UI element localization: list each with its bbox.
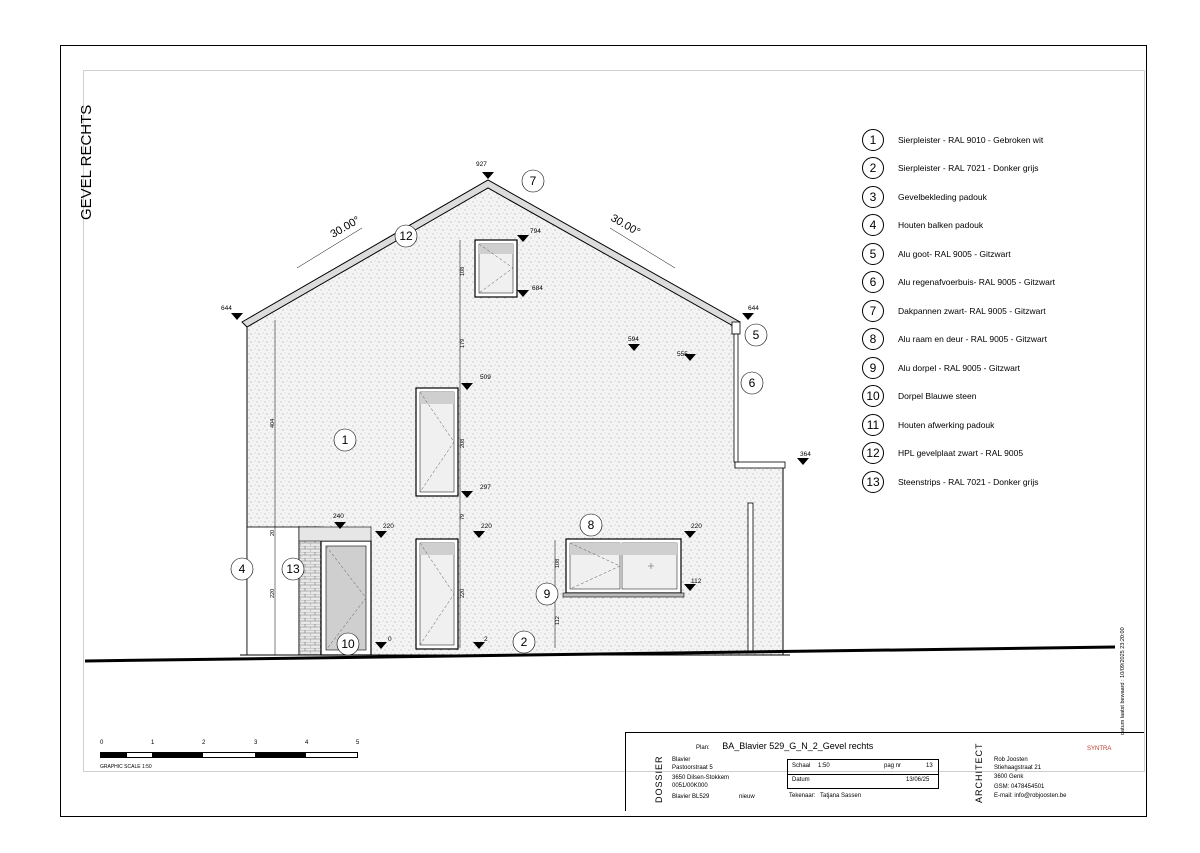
level-220-b: 220 — [481, 523, 492, 530]
level-eave-left: 644 — [221, 305, 232, 312]
door-lintel — [299, 527, 371, 541]
level-annex: 364 — [800, 451, 811, 458]
level-0: 0 — [388, 636, 392, 643]
dim-20: 20 — [270, 529, 276, 536]
callout-6: 6 — [748, 376, 756, 390]
level-220-c: 220 — [691, 523, 702, 530]
callout-8: 8 — [587, 518, 595, 532]
callout-7: 7 — [529, 174, 537, 188]
angle-left: 30.00° — [328, 214, 363, 241]
level-555: 555 — [677, 351, 688, 358]
legend-item: 10 Dorpel Blauwe steen — [862, 384, 976, 408]
callout-9: 9 — [543, 587, 551, 601]
dim-79: 79 — [460, 513, 466, 520]
scale-date-box: Schaal 1:50 pag nr 13 Datum 13/06/25 — [787, 759, 939, 789]
callout-5: 5 — [752, 328, 760, 342]
level-220-a: 220 — [383, 523, 394, 530]
scale-caption: GRAPHIC SCALE 1:50 — [100, 764, 152, 770]
callout-1: 1 — [341, 433, 349, 447]
level-112: 112 — [691, 578, 702, 585]
legend-item: 2 Sierpleister - RAL 7021 - Donker grijs — [862, 156, 1038, 180]
callout-2: 2 — [520, 635, 528, 649]
dim-108-right: 108 — [555, 558, 561, 568]
legend-item: 3 Gevelbekleding padouk — [862, 185, 987, 209]
drawing-sheet: GEVEL RECHTS 30.00° 30.00° 927 644 644 794 684 509 297 594 555 364 240 220 220 220 112 0 2 108 179 404 208 79 20 220 220 108 112 12 7 5 6 1 8 4 13 9 10 2 1 Sierpleister - RAL 9010 - Gebroken wit 2 Sierpleister - RAL 7021 - Donker grijs 3 Gevelbekleding padouk 4 Houten balken padouk 5 Alu goot- RAL 9005 - Gitzwart 6 Alu regenafvoerbuis- RAL 9005 - Gitzwart 7 Dakpannen zwart- RAL 9005 - Gitzwart 8 Alu raam en deur - RAL 9005 - Gitzwart 9 Alu dorpel - RAL 9005 - Gitzwart 10 Dorpel Blauwe steen 11 Houten afwerking padouk 12 HPL gevelplaat zwart - RAL 9005 13 Steenstrips - RAL 7021 - Donker grijs 0 1 2 3 4 5 GRAPHIC SCALE 1:50 Plan: BA_Blavier 529_G_N_2_Gevel rechts DOSSIER Blavier Pastoorstraat 5 3650 Dilsen-Stokkem 0051/00K000 Blavier BL529 nieuw Schaal 1:50 pag nr 13 Datum 13/06/25 Tekenaar: Tatjana Sassen ARCHITECT Rob Joosten Stiehaagstraat 21 3600 Genk GSM: 0478454501 E-mail: info@robjoosten.be SYNTRA datum laatst bewaard : 10/09/2025 23:20:00 — [0, 0, 1200, 853]
level-ridge: 927 — [476, 161, 487, 168]
dim-220-win: 220 — [460, 588, 466, 598]
callout-12: 12 — [399, 229, 413, 243]
level-attic-bottom: 684 — [532, 285, 543, 292]
title-block: Plan: BA_Blavier 529_G_N_2_Gevel rechts DOSSIER Blavier Pastoorstraat 5 3650 Dilsen-Stokkem 0051/00K000 Blavier BL529 nieuw Schaal 1:50 pag nr 13 Datum 13/06/25 Tekenaar: Tatjana Sassen ARCHITECT Rob Joosten Stiehaagstraat 21 3600 Genk GSM: 0478454501 E-mail: info@robjoosten.be — [625, 732, 1144, 811]
gutter — [732, 322, 740, 334]
legend-item: 9 Alu dorpel - RAL 9005 - Gitzwart — [862, 356, 1020, 380]
legend-item: 7 Dakpannen zwart- RAL 9005 - Gitzwart — [862, 299, 1046, 323]
legend-item: 8 Alu raam en deur - RAL 9005 - Gitzwart — [862, 327, 1047, 351]
legend-item: 11 Houten afwerking padouk — [862, 413, 994, 437]
dim-220-door: 220 — [270, 588, 276, 598]
level-594: 594 — [628, 336, 639, 343]
dossier-label: DOSSIER — [654, 755, 664, 803]
dim-404: 404 — [270, 418, 276, 428]
scale-bar — [100, 752, 358, 758]
level-mid-top: 509 — [480, 374, 491, 381]
level-2: 2 — [484, 636, 488, 643]
dim-208: 208 — [460, 438, 466, 448]
dim-179: 179 — [460, 338, 466, 348]
downpipe — [734, 334, 738, 462]
architect-label: ARCHITECT — [974, 742, 984, 803]
syntra-logo: SYNTRA — [1087, 746, 1112, 752]
callout-4: 4 — [238, 562, 246, 576]
sheet-title: GEVEL RECHTS — [78, 104, 95, 220]
brick-strips — [299, 527, 321, 655]
legend-item: 5 Alu goot- RAL 9005 - Gitzwart — [862, 242, 1011, 266]
angle-right: 30.00° — [608, 212, 643, 239]
saved-date: datum laatst bewaard : 10/09/2025 23:20:00 — [1120, 627, 1126, 735]
callout-10: 10 — [341, 637, 355, 651]
level-eave-right: 644 — [748, 305, 759, 312]
level-attic-top: 794 — [530, 228, 541, 235]
legend-item: 6 Alu regenafvoerbuis- RAL 9005 - Gitzwart — [862, 270, 1055, 294]
dim-112: 112 — [555, 616, 561, 625]
dim-108-top: 108 — [460, 266, 466, 276]
level-mid-bottom: 297 — [480, 484, 491, 491]
plan-line: Plan: BA_Blavier 529_G_N_2_Gevel rechts — [696, 741, 874, 751]
legend-item: 1 Sierpleister - RAL 9010 - Gebroken wit — [862, 128, 1043, 152]
downpipe-lower — [748, 503, 753, 653]
legend-item: 12 HPL gevelplaat zwart - RAL 9005 — [862, 441, 1023, 465]
window-sill — [563, 593, 684, 597]
callout-13: 13 — [286, 562, 300, 576]
legend-item: 4 Houten balken padouk — [862, 213, 983, 237]
legend-item: 13 Steenstrips - RAL 7021 - Donker grijs — [862, 470, 1038, 494]
annex-cap — [735, 462, 785, 468]
level-door-top: 240 — [333, 513, 344, 520]
